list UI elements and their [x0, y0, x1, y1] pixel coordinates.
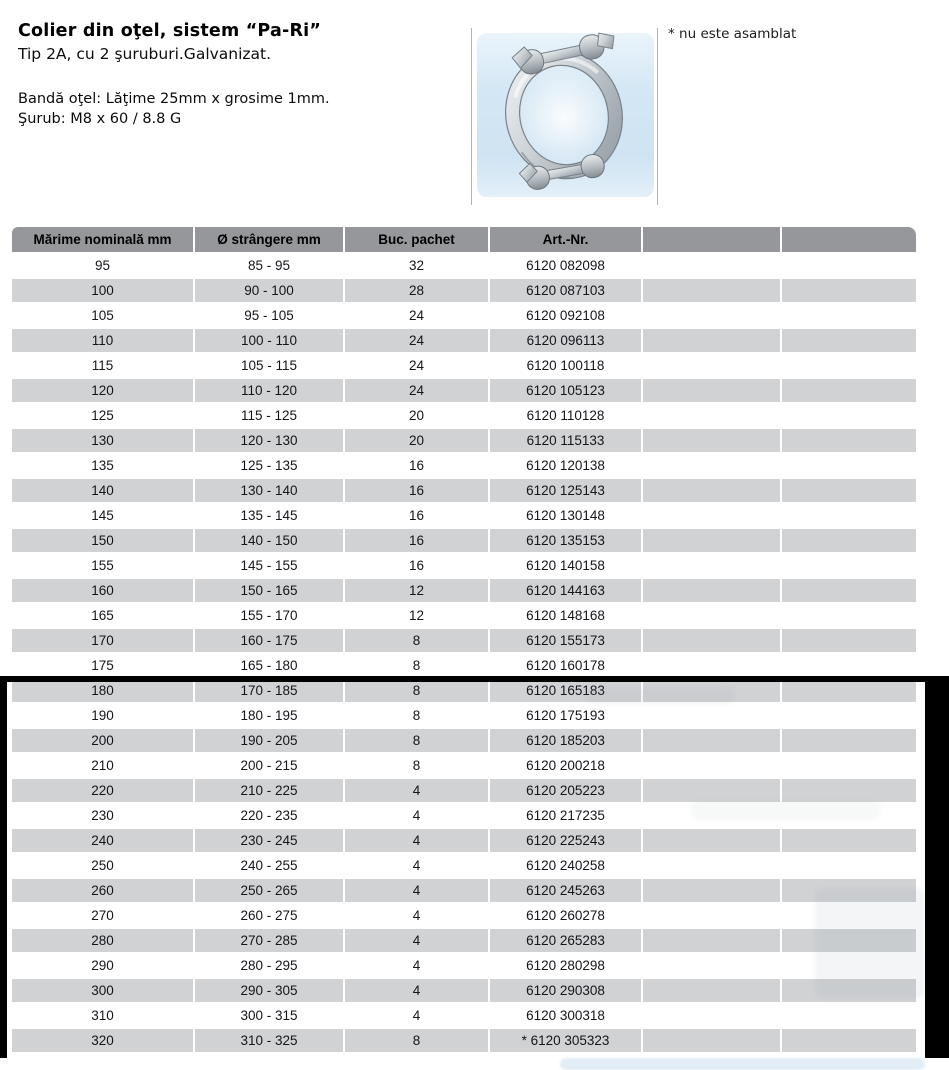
table-cell — [782, 804, 916, 829]
table-cell: 180 — [12, 679, 195, 704]
table-cell: 210 - 225 — [195, 779, 345, 804]
table-cell: 8 — [345, 704, 490, 729]
table-cell: 6120 155173 — [490, 629, 643, 654]
table-row — [12, 579, 916, 604]
table-cell — [782, 679, 916, 704]
table-cell: 32 — [345, 254, 490, 279]
table-cell: 6120 200218 — [490, 754, 643, 779]
table-cell: 125 - 135 — [195, 454, 345, 479]
table-cell — [643, 579, 782, 604]
table-cell: 20 — [345, 429, 490, 454]
table-cell: 6120 144163 — [490, 579, 643, 604]
table-cell — [643, 629, 782, 654]
table-cell — [782, 504, 916, 529]
table-cell — [643, 829, 782, 854]
table-row — [12, 829, 916, 854]
table-cell: 115 - 125 — [195, 404, 345, 429]
table-cell — [782, 529, 916, 554]
table-cell: 6120 082098 — [490, 254, 643, 279]
table-cell — [643, 804, 782, 829]
table-cell: 6120 265283 — [490, 929, 643, 954]
table-cell: 6120 135153 — [490, 529, 643, 554]
table-cell: 24 — [345, 329, 490, 354]
table-cell: 100 — [12, 279, 195, 304]
table-cell: 8 — [345, 629, 490, 654]
spec-band: Bandă oţel: Lăţime 25mm x grosime 1mm. — [18, 90, 330, 107]
table-cell: 260 — [12, 879, 195, 904]
table-row — [12, 329, 916, 354]
table-cell — [782, 454, 916, 479]
table-cell: 6120 140158 — [490, 554, 643, 579]
table-cell — [782, 729, 916, 754]
table-cell: 24 — [345, 304, 490, 329]
table-row — [12, 454, 916, 479]
column-header — [643, 227, 782, 254]
table-cell — [782, 829, 916, 854]
table-cell: 6120 240258 — [490, 854, 643, 879]
table-cell: 150 - 165 — [195, 579, 345, 604]
table-row — [12, 754, 916, 779]
product-subtitle: Tip 2A, cu 2 şuruburi.Galvanizat. — [18, 44, 272, 63]
table-row — [12, 629, 916, 654]
table-cell: 120 — [12, 379, 195, 404]
table-cell: 115 — [12, 354, 195, 379]
table-cell — [782, 929, 916, 954]
table-row — [12, 604, 916, 629]
scan-margin-left — [0, 682, 7, 1058]
table-cell: 150 — [12, 529, 195, 554]
table-cell: 6120 175193 — [490, 704, 643, 729]
table-cell — [782, 854, 916, 879]
table-cell — [643, 379, 782, 404]
table-cell: 6120 115133 — [490, 429, 643, 454]
table-cell — [643, 879, 782, 904]
table-row — [12, 979, 916, 1004]
table-cell: 6120 225243 — [490, 829, 643, 854]
product-image — [476, 31, 655, 201]
table-row — [12, 404, 916, 429]
column-header: Ø strângere mm — [195, 227, 345, 254]
table-cell: 280 - 295 — [195, 954, 345, 979]
table-cell: 8 — [345, 1029, 490, 1054]
table-cell: 16 — [345, 504, 490, 529]
table-row — [12, 254, 916, 279]
table-cell: 6120 245263 — [490, 879, 643, 904]
table-cell: 12 — [345, 604, 490, 629]
table-cell — [643, 404, 782, 429]
table-cell — [643, 554, 782, 579]
table-cell: 200 — [12, 729, 195, 754]
table-cell: 160 - 175 — [195, 629, 345, 654]
table-cell: 135 - 145 — [195, 504, 345, 529]
table-cell: 190 - 205 — [195, 729, 345, 754]
table-cell: 260 - 275 — [195, 904, 345, 929]
table-cell — [782, 404, 916, 429]
table-cell — [782, 604, 916, 629]
table-cell: 120 - 130 — [195, 429, 345, 454]
table-cell: 16 — [345, 454, 490, 479]
table-cell: 250 — [12, 854, 195, 879]
table-cell — [782, 304, 916, 329]
table-row — [12, 279, 916, 304]
table-cell — [782, 979, 916, 1004]
table-cell: 125 — [12, 404, 195, 429]
table-cell — [643, 754, 782, 779]
table-row — [12, 479, 916, 504]
table-cell: 6120 100118 — [490, 354, 643, 379]
table-cell: 6120 290308 — [490, 979, 643, 1004]
product-table — [12, 227, 916, 1054]
table-cell — [782, 904, 916, 929]
table-cell — [782, 629, 916, 654]
table-cell: 280 — [12, 929, 195, 954]
table-cell: 8 — [345, 729, 490, 754]
table-cell: 290 - 305 — [195, 979, 345, 1004]
table-cell: * 6120 305323 — [490, 1029, 643, 1054]
table-cell: 85 - 95 — [195, 254, 345, 279]
table-cell: 240 - 255 — [195, 854, 345, 879]
table-cell: 6120 096113 — [490, 329, 643, 354]
table-cell: 155 — [12, 554, 195, 579]
table-cell: 175 — [12, 654, 195, 679]
table-cell — [782, 1029, 916, 1054]
table-cell: 8 — [345, 654, 490, 679]
table-cell: 105 — [12, 304, 195, 329]
table-cell: 6120 120138 — [490, 454, 643, 479]
table-cell — [643, 954, 782, 979]
table-cell — [643, 354, 782, 379]
table-cell: 320 — [12, 1029, 195, 1054]
title-block — [18, 20, 458, 129]
table-cell: 200 - 215 — [195, 754, 345, 779]
table-row — [12, 854, 916, 879]
table-cell: 100 - 110 — [195, 329, 345, 354]
table-cell: 28 — [345, 279, 490, 304]
table-row — [12, 304, 916, 329]
table-cell: 270 — [12, 904, 195, 929]
table-cell: 270 - 285 — [195, 929, 345, 954]
table-cell: 6120 300318 — [490, 1004, 643, 1029]
table-cell: 95 - 105 — [195, 304, 345, 329]
table-cell: 190 — [12, 704, 195, 729]
table-cell: 6120 148168 — [490, 604, 643, 629]
table-cell — [643, 604, 782, 629]
table-cell: 16 — [345, 554, 490, 579]
table-cell: 230 - 245 — [195, 829, 345, 854]
table-row — [12, 1004, 916, 1029]
table-cell — [643, 529, 782, 554]
table-cell: 130 - 140 — [195, 479, 345, 504]
column-header: Art.-Nr. — [490, 227, 643, 254]
table-cell: 170 — [12, 629, 195, 654]
table-cell: 6120 092108 — [490, 304, 643, 329]
table-cell — [643, 429, 782, 454]
table-row — [12, 954, 916, 979]
table-row — [12, 504, 916, 529]
table-cell — [782, 779, 916, 804]
table-cell — [782, 479, 916, 504]
table-cell: 310 - 325 — [195, 1029, 345, 1054]
table-cell — [643, 304, 782, 329]
table-cell: 300 — [12, 979, 195, 1004]
table-row — [12, 929, 916, 954]
table-cell: 4 — [345, 954, 490, 979]
photo-edge-line — [471, 28, 472, 205]
table-cell: 90 - 100 — [195, 279, 345, 304]
table-cell: 220 — [12, 779, 195, 804]
table-cell: 6120 260278 — [490, 904, 643, 929]
table-body — [12, 254, 916, 1054]
column-header: Mărime nominală mm — [12, 227, 195, 254]
table-cell: 4 — [345, 904, 490, 929]
table-cell: 110 — [12, 329, 195, 354]
table-cell: 140 - 150 — [195, 529, 345, 554]
table-cell: 6120 110128 — [490, 404, 643, 429]
table-cell: 16 — [345, 529, 490, 554]
page-title: Colier din oţel, sistem “Pa-Ri” — [18, 21, 322, 41]
table-row — [12, 729, 916, 754]
table-cell: 165 — [12, 604, 195, 629]
table-cell: 6120 205223 — [490, 779, 643, 804]
table-cell — [643, 779, 782, 804]
table-cell: 24 — [345, 379, 490, 404]
table-cell — [643, 329, 782, 354]
table-cell: 8 — [345, 754, 490, 779]
photo-edge-line — [657, 28, 658, 205]
table-cell — [782, 379, 916, 404]
table-row — [12, 804, 916, 829]
table-cell — [782, 1004, 916, 1029]
table-cell: 6120 125143 — [490, 479, 643, 504]
table-cell — [643, 1004, 782, 1029]
table-cell: 4 — [345, 779, 490, 804]
column-header: Buc. pachet — [345, 227, 490, 254]
table-cell — [782, 954, 916, 979]
table-cell: 160 — [12, 579, 195, 604]
table-cell: 20 — [345, 404, 490, 429]
table-cell — [782, 879, 916, 904]
table-row — [12, 679, 916, 704]
table-cell: 155 - 170 — [195, 604, 345, 629]
table-cell: 6120 087103 — [490, 279, 643, 304]
table-cell: 145 — [12, 504, 195, 529]
table-row — [12, 779, 916, 804]
column-header — [782, 227, 916, 254]
table-cell: 130 — [12, 429, 195, 454]
table-cell — [643, 704, 782, 729]
table-cell: 6120 165183 — [490, 679, 643, 704]
table-cell: 135 — [12, 454, 195, 479]
table-row — [12, 904, 916, 929]
table-cell — [643, 279, 782, 304]
table-row — [12, 704, 916, 729]
table-cell — [643, 1029, 782, 1054]
table-cell: 170 - 185 — [195, 679, 345, 704]
table-cell — [782, 254, 916, 279]
scan-page-break-band — [0, 676, 949, 682]
table-cell: 230 — [12, 804, 195, 829]
table-cell — [782, 279, 916, 304]
table-cell: 210 — [12, 754, 195, 779]
table-cell: 6120 105123 — [490, 379, 643, 404]
table-cell: 16 — [345, 479, 490, 504]
table-cell: 310 — [12, 1004, 195, 1029]
table-header — [12, 227, 916, 254]
table-cell: 12 — [345, 579, 490, 604]
table-cell: 24 — [345, 354, 490, 379]
table-row — [12, 379, 916, 404]
table-wrap — [12, 227, 916, 1054]
spec-screw: Şurub: M8 x 60 / 8.8 G — [18, 110, 182, 127]
table-cell: 300 - 315 — [195, 1004, 345, 1029]
table-cell — [782, 704, 916, 729]
table-cell: 180 - 195 — [195, 704, 345, 729]
table-cell: 6120 217235 — [490, 804, 643, 829]
table-cell: 140 — [12, 479, 195, 504]
table-cell — [782, 554, 916, 579]
table-cell — [643, 254, 782, 279]
scan-margin-right — [925, 682, 949, 1058]
table-cell: 4 — [345, 854, 490, 879]
table-cell: 4 — [345, 829, 490, 854]
table-row — [12, 879, 916, 904]
table-row — [12, 529, 916, 554]
scan-artifact — [560, 1058, 925, 1070]
table-cell: 4 — [345, 879, 490, 904]
table-cell — [782, 354, 916, 379]
table-cell: 165 - 180 — [195, 654, 345, 679]
assembly-note: * nu este asamblat — [668, 26, 797, 42]
table-cell — [782, 329, 916, 354]
table-cell: 8 — [345, 679, 490, 704]
table-cell: 110 - 120 — [195, 379, 345, 404]
table-row — [12, 554, 916, 579]
table-cell — [643, 854, 782, 879]
table-cell: 290 — [12, 954, 195, 979]
table-cell: 250 - 265 — [195, 879, 345, 904]
table-row — [12, 354, 916, 379]
table-cell: 105 - 115 — [195, 354, 345, 379]
table-cell: 4 — [345, 1004, 490, 1029]
table-cell — [643, 504, 782, 529]
table-cell — [782, 754, 916, 779]
table-cell: 145 - 155 — [195, 554, 345, 579]
table-cell — [782, 429, 916, 454]
table-cell: 4 — [345, 979, 490, 1004]
table-cell: 95 — [12, 254, 195, 279]
table-cell: 6120 130148 — [490, 504, 643, 529]
table-row — [12, 1029, 916, 1054]
table-cell — [643, 979, 782, 1004]
table-row — [12, 429, 916, 454]
table-cell — [643, 479, 782, 504]
table-cell: 6120 185203 — [490, 729, 643, 754]
table-cell: 6120 160178 — [490, 654, 643, 679]
table-cell: 4 — [345, 929, 490, 954]
table-cell: 240 — [12, 829, 195, 854]
table-cell: 220 - 235 — [195, 804, 345, 829]
table-cell — [643, 729, 782, 754]
table-cell — [643, 904, 782, 929]
table-cell: 6120 280298 — [490, 954, 643, 979]
table-cell — [643, 679, 782, 704]
table-cell — [782, 579, 916, 604]
table-cell — [643, 454, 782, 479]
table-cell — [643, 929, 782, 954]
table-cell: 4 — [345, 804, 490, 829]
